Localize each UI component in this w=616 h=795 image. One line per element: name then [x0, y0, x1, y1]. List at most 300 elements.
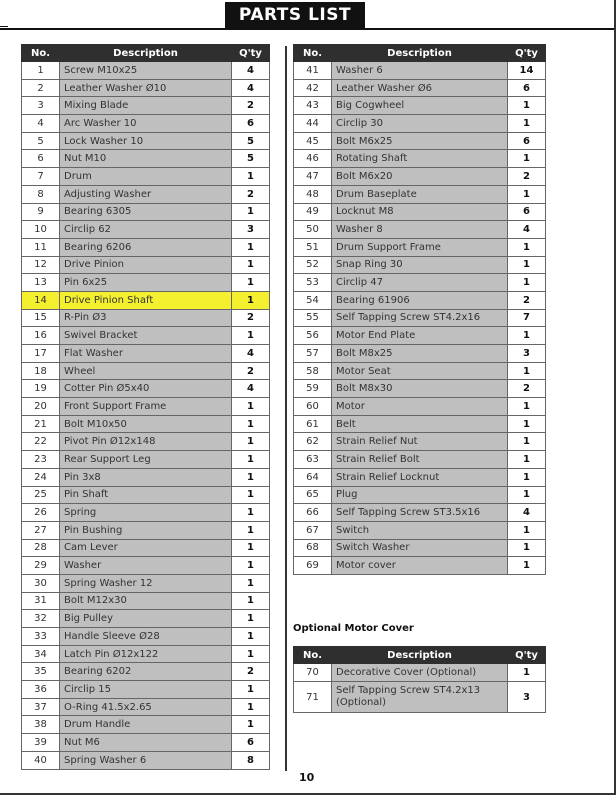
part-quantity: 1 — [232, 716, 270, 734]
part-quantity: 1 — [232, 645, 270, 663]
part-quantity: 1 — [508, 256, 546, 274]
part-description: Self Tapping Screw ST4.2x13 (Optional) — [332, 682, 508, 713]
column-divider — [285, 46, 287, 771]
part-number: 11 — [22, 238, 60, 256]
part-number: 64 — [294, 468, 332, 486]
part-quantity: 5 — [232, 150, 270, 168]
part-quantity: 2 — [232, 97, 270, 115]
part-number: 56 — [294, 327, 332, 345]
part-description: Washer — [60, 557, 232, 575]
part-quantity: 8 — [232, 751, 270, 769]
part-description: Leather Washer Ø6 — [332, 79, 508, 97]
page-number: 10 — [299, 771, 315, 784]
part-quantity: 1 — [508, 238, 546, 256]
table-row — [22, 168, 270, 186]
part-quantity: 6 — [232, 115, 270, 133]
part-description: Spring Washer 12 — [60, 574, 232, 592]
part-number: 13 — [22, 274, 60, 292]
part-quantity: 1 — [508, 468, 546, 486]
table-row — [22, 62, 270, 80]
table-row — [22, 433, 270, 451]
table-row — [22, 557, 270, 575]
part-quantity: 1 — [508, 150, 546, 168]
table-row — [294, 521, 546, 539]
table-header-row — [294, 45, 546, 62]
part-description: Circlip 62 — [60, 221, 232, 239]
part-description: Bearing 6305 — [60, 203, 232, 221]
column-header-qty: Q'ty — [232, 45, 270, 62]
part-quantity: 1 — [232, 433, 270, 451]
part-number: 16 — [22, 327, 60, 345]
page-title: PARTS LIST — [225, 2, 365, 28]
part-number: 71 — [294, 682, 332, 713]
part-number: 38 — [22, 716, 60, 734]
part-quantity: 2 — [508, 291, 546, 309]
part-description: Handle Sleeve Ø28 — [60, 628, 232, 646]
part-quantity: 1 — [232, 451, 270, 469]
part-quantity: 1 — [508, 415, 546, 433]
part-description: Drum Baseplate — [332, 185, 508, 203]
part-quantity: 14 — [508, 62, 546, 80]
part-number: 65 — [294, 486, 332, 504]
part-description: Self Tapping Screw ST4.2x16 — [332, 309, 508, 327]
table-row — [22, 185, 270, 203]
part-description: Cotter Pin Ø5x40 — [60, 380, 232, 398]
table-header-row — [22, 45, 270, 62]
part-number: 14 — [22, 291, 60, 309]
part-quantity: 1 — [232, 327, 270, 345]
part-quantity: 1 — [508, 539, 546, 557]
part-number: 5 — [22, 132, 60, 150]
part-number: 61 — [294, 415, 332, 433]
part-quantity: 1 — [232, 203, 270, 221]
part-quantity: 1 — [232, 398, 270, 416]
part-number: 62 — [294, 433, 332, 451]
title-rule-stub — [0, 26, 8, 27]
column-header-description: Description — [60, 45, 232, 62]
part-description: Swivel Bracket — [60, 327, 232, 345]
part-quantity: 6 — [508, 203, 546, 221]
part-description: Bearing 61906 — [332, 291, 508, 309]
table-row — [294, 345, 546, 363]
part-description: Pin Bushing — [60, 521, 232, 539]
part-description: Flat Washer — [60, 345, 232, 363]
table-row — [22, 203, 270, 221]
table-row — [294, 256, 546, 274]
part-number: 49 — [294, 203, 332, 221]
part-quantity: 5 — [232, 132, 270, 150]
part-description: Front Support Frame — [60, 398, 232, 416]
part-quantity: 3 — [508, 682, 546, 713]
part-number: 48 — [294, 185, 332, 203]
part-description: Big Cogwheel — [332, 97, 508, 115]
part-number: 20 — [22, 398, 60, 416]
part-description: Decorative Cover (Optional) — [332, 664, 508, 682]
part-number: 41 — [294, 62, 332, 80]
part-description: Nut M10 — [60, 150, 232, 168]
table-header-row — [294, 647, 546, 664]
part-number: 45 — [294, 132, 332, 150]
part-description: Motor Seat — [332, 362, 508, 380]
part-description: Wheel — [60, 362, 232, 380]
parts-table-optional — [293, 646, 546, 713]
part-quantity: 1 — [232, 238, 270, 256]
part-description: Latch Pin Ø12x122 — [60, 645, 232, 663]
part-number: 36 — [22, 681, 60, 699]
part-description: Drive Pinion — [60, 256, 232, 274]
part-quantity: 4 — [232, 345, 270, 363]
table-row — [294, 97, 546, 115]
part-description: Pivot Pin Ø12x148 — [60, 433, 232, 451]
table-row — [22, 486, 270, 504]
part-number: 66 — [294, 504, 332, 522]
part-description: Strain Relief Locknut — [332, 468, 508, 486]
part-number: 12 — [22, 256, 60, 274]
part-number: 35 — [22, 663, 60, 681]
optional-section-heading: Optional Motor Cover — [293, 623, 414, 634]
part-quantity: 1 — [232, 486, 270, 504]
part-description: Self Tapping Screw ST3.5x16 — [332, 504, 508, 522]
part-description: Bolt M8x30 — [332, 380, 508, 398]
column-header-description: Description — [332, 647, 508, 664]
table-row — [22, 380, 270, 398]
part-number: 33 — [22, 628, 60, 646]
part-description: O-Ring 41.5x2.65 — [60, 698, 232, 716]
table-row — [22, 415, 270, 433]
table-row — [22, 628, 270, 646]
part-description: Rotating Shaft — [332, 150, 508, 168]
table-row — [22, 97, 270, 115]
part-description: Bolt M10x50 — [60, 415, 232, 433]
table-row — [294, 203, 546, 221]
table-row — [294, 274, 546, 292]
column-header-no: No. — [294, 45, 332, 62]
part-number: 2 — [22, 79, 60, 97]
part-description: Circlip 30 — [332, 115, 508, 133]
table-row — [294, 664, 546, 682]
table-row — [294, 79, 546, 97]
part-quantity: 4 — [508, 504, 546, 522]
column-header-qty: Q'ty — [508, 647, 546, 664]
table-row — [22, 150, 270, 168]
table-row — [294, 185, 546, 203]
part-number: 60 — [294, 398, 332, 416]
part-description: Rear Support Leg — [60, 451, 232, 469]
table-row — [294, 327, 546, 345]
table-row — [294, 115, 546, 133]
table-row — [294, 433, 546, 451]
part-description: Motor — [332, 398, 508, 416]
part-number: 28 — [22, 539, 60, 557]
part-description: Switch — [332, 521, 508, 539]
part-number: 9 — [22, 203, 60, 221]
column-header-qty: Q'ty — [508, 45, 546, 62]
table-row — [22, 592, 270, 610]
table-row — [294, 150, 546, 168]
part-quantity: 1 — [232, 574, 270, 592]
part-quantity: 1 — [508, 362, 546, 380]
part-quantity: 1 — [232, 168, 270, 186]
part-description: Snap Ring 30 — [332, 256, 508, 274]
part-description: Spring Washer 6 — [60, 751, 232, 769]
table-row — [294, 168, 546, 186]
part-quantity: 2 — [232, 309, 270, 327]
part-description: Mixing Blade — [60, 97, 232, 115]
part-number: 8 — [22, 185, 60, 203]
part-quantity: 1 — [508, 185, 546, 203]
part-description: Adjusting Washer — [60, 185, 232, 203]
part-number: 10 — [22, 221, 60, 239]
part-description: Bolt M6x25 — [332, 132, 508, 150]
part-quantity: 6 — [232, 734, 270, 752]
part-quantity: 2 — [508, 380, 546, 398]
part-number: 1 — [22, 62, 60, 80]
part-quantity: 1 — [232, 256, 270, 274]
part-description: Bearing 6206 — [60, 238, 232, 256]
part-description: Strain Relief Nut — [332, 433, 508, 451]
part-quantity: 1 — [232, 592, 270, 610]
part-number: 57 — [294, 345, 332, 363]
table-row — [22, 291, 270, 309]
part-number: 59 — [294, 380, 332, 398]
part-number: 54 — [294, 291, 332, 309]
part-number: 55 — [294, 309, 332, 327]
table-row — [294, 557, 546, 575]
part-description: Screw M10x25 — [60, 62, 232, 80]
table-row — [22, 132, 270, 150]
part-quantity: 3 — [232, 221, 270, 239]
table-row — [294, 62, 546, 80]
table-row — [294, 221, 546, 239]
part-number: 31 — [22, 592, 60, 610]
part-number: 40 — [22, 751, 60, 769]
part-quantity: 1 — [508, 433, 546, 451]
part-description: Cam Lever — [60, 539, 232, 557]
part-quantity: 7 — [508, 309, 546, 327]
part-quantity: 3 — [508, 345, 546, 363]
part-description: Nut M6 — [60, 734, 232, 752]
part-description: Motor cover — [332, 557, 508, 575]
part-quantity: 1 — [508, 398, 546, 416]
table-row — [22, 274, 270, 292]
part-description: Plug — [332, 486, 508, 504]
table-row — [294, 468, 546, 486]
part-number: 44 — [294, 115, 332, 133]
column-header-no: No. — [22, 45, 60, 62]
part-quantity: 1 — [232, 698, 270, 716]
part-description: Bolt M6x20 — [332, 168, 508, 186]
part-number: 23 — [22, 451, 60, 469]
table-row — [22, 574, 270, 592]
part-number: 67 — [294, 521, 332, 539]
part-description: Switch Washer — [332, 539, 508, 557]
table-row — [22, 468, 270, 486]
part-number: 4 — [22, 115, 60, 133]
part-description: Arc Washer 10 — [60, 115, 232, 133]
part-quantity: 1 — [508, 451, 546, 469]
table-row — [294, 291, 546, 309]
table-row — [294, 415, 546, 433]
part-description: Bolt M12x30 — [60, 592, 232, 610]
table-row — [294, 504, 546, 522]
table-row — [294, 380, 546, 398]
part-number: 29 — [22, 557, 60, 575]
table-row — [22, 645, 270, 663]
part-number: 53 — [294, 274, 332, 292]
column-header-no: No. — [294, 647, 332, 664]
title-rule — [0, 28, 614, 30]
table-row — [22, 398, 270, 416]
part-number: 22 — [22, 433, 60, 451]
table-row — [294, 309, 546, 327]
part-number: 19 — [22, 380, 60, 398]
part-description: Drum Handle — [60, 716, 232, 734]
table-row — [22, 751, 270, 769]
part-description: Drive Pinion Shaft — [60, 291, 232, 309]
part-quantity: 1 — [232, 681, 270, 699]
part-quantity: 1 — [508, 557, 546, 575]
part-number: 21 — [22, 415, 60, 433]
part-quantity: 1 — [232, 628, 270, 646]
part-number: 6 — [22, 150, 60, 168]
part-number: 43 — [294, 97, 332, 115]
table-row — [22, 451, 270, 469]
table-row — [22, 521, 270, 539]
table-row — [22, 345, 270, 363]
table-row — [22, 504, 270, 522]
table-row — [22, 539, 270, 557]
part-quantity: 1 — [232, 504, 270, 522]
table-row — [22, 256, 270, 274]
table-row — [294, 486, 546, 504]
part-number: 47 — [294, 168, 332, 186]
part-number: 39 — [22, 734, 60, 752]
table-row — [22, 115, 270, 133]
table-row — [294, 539, 546, 557]
part-quantity: 2 — [508, 168, 546, 186]
part-description: Belt — [332, 415, 508, 433]
table-row — [22, 362, 270, 380]
part-number: 68 — [294, 539, 332, 557]
part-description: Bolt M8x25 — [332, 345, 508, 363]
part-number: 34 — [22, 645, 60, 663]
part-number: 3 — [22, 97, 60, 115]
part-description: Washer 6 — [332, 62, 508, 80]
part-quantity: 1 — [232, 539, 270, 557]
part-quantity: 1 — [232, 557, 270, 575]
part-quantity: 1 — [508, 115, 546, 133]
parts-table-right — [293, 44, 546, 575]
part-description: Pin 6x25 — [60, 274, 232, 292]
table-row — [294, 451, 546, 469]
part-description: Big Pulley — [60, 610, 232, 628]
part-description: Leather Washer Ø10 — [60, 79, 232, 97]
part-quantity: 2 — [232, 663, 270, 681]
part-description: Spring — [60, 504, 232, 522]
part-quantity: 6 — [508, 79, 546, 97]
part-number: 50 — [294, 221, 332, 239]
table-row — [22, 716, 270, 734]
part-quantity: 1 — [232, 521, 270, 539]
part-quantity: 1 — [508, 664, 546, 682]
part-description: Motor End Plate — [332, 327, 508, 345]
part-number: 51 — [294, 238, 332, 256]
part-quantity: 1 — [232, 291, 270, 309]
part-quantity: 4 — [232, 79, 270, 97]
part-number: 18 — [22, 362, 60, 380]
part-quantity: 1 — [508, 97, 546, 115]
table-row — [22, 79, 270, 97]
parts-table-left — [21, 44, 270, 770]
part-description: Pin 3x8 — [60, 468, 232, 486]
part-number: 17 — [22, 345, 60, 363]
part-description: Drum — [60, 168, 232, 186]
part-number: 63 — [294, 451, 332, 469]
column-header-description: Description — [332, 45, 508, 62]
part-description: R-Pin Ø3 — [60, 309, 232, 327]
part-quantity: 6 — [508, 132, 546, 150]
part-quantity: 1 — [508, 274, 546, 292]
part-quantity: 1 — [508, 327, 546, 345]
part-number: 25 — [22, 486, 60, 504]
part-number: 58 — [294, 362, 332, 380]
table-row — [294, 682, 546, 713]
part-quantity: 4 — [232, 62, 270, 80]
part-description: Washer 8 — [332, 221, 508, 239]
part-quantity: 4 — [232, 380, 270, 398]
part-description: Strain Relief Bolt — [332, 451, 508, 469]
part-quantity: 1 — [508, 521, 546, 539]
table-row — [22, 327, 270, 345]
part-quantity: 2 — [232, 362, 270, 380]
part-number: 7 — [22, 168, 60, 186]
part-number: 52 — [294, 256, 332, 274]
table-row — [22, 238, 270, 256]
table-row — [22, 663, 270, 681]
part-number: 26 — [22, 504, 60, 522]
table-row — [22, 610, 270, 628]
part-number: 42 — [294, 79, 332, 97]
table-row — [294, 398, 546, 416]
table-row — [22, 734, 270, 752]
part-quantity: 2 — [232, 185, 270, 203]
table-row — [22, 309, 270, 327]
part-description: Drum Support Frame — [332, 238, 508, 256]
table-row — [22, 221, 270, 239]
part-number: 30 — [22, 574, 60, 592]
part-number: 46 — [294, 150, 332, 168]
part-quantity: 1 — [232, 468, 270, 486]
part-number: 27 — [22, 521, 60, 539]
part-number: 69 — [294, 557, 332, 575]
part-quantity: 4 — [508, 221, 546, 239]
part-description: Circlip 15 — [60, 681, 232, 699]
table-row — [22, 698, 270, 716]
part-number: 15 — [22, 309, 60, 327]
table-row — [294, 238, 546, 256]
part-number: 70 — [294, 664, 332, 682]
table-row — [294, 362, 546, 380]
part-description: Lock Washer 10 — [60, 132, 232, 150]
part-quantity: 1 — [508, 486, 546, 504]
part-description: Pin Shaft — [60, 486, 232, 504]
table-row — [22, 681, 270, 699]
part-description: Circlip 47 — [332, 274, 508, 292]
part-description: Bearing 6202 — [60, 663, 232, 681]
part-quantity: 1 — [232, 610, 270, 628]
part-number: 32 — [22, 610, 60, 628]
part-quantity: 1 — [232, 415, 270, 433]
